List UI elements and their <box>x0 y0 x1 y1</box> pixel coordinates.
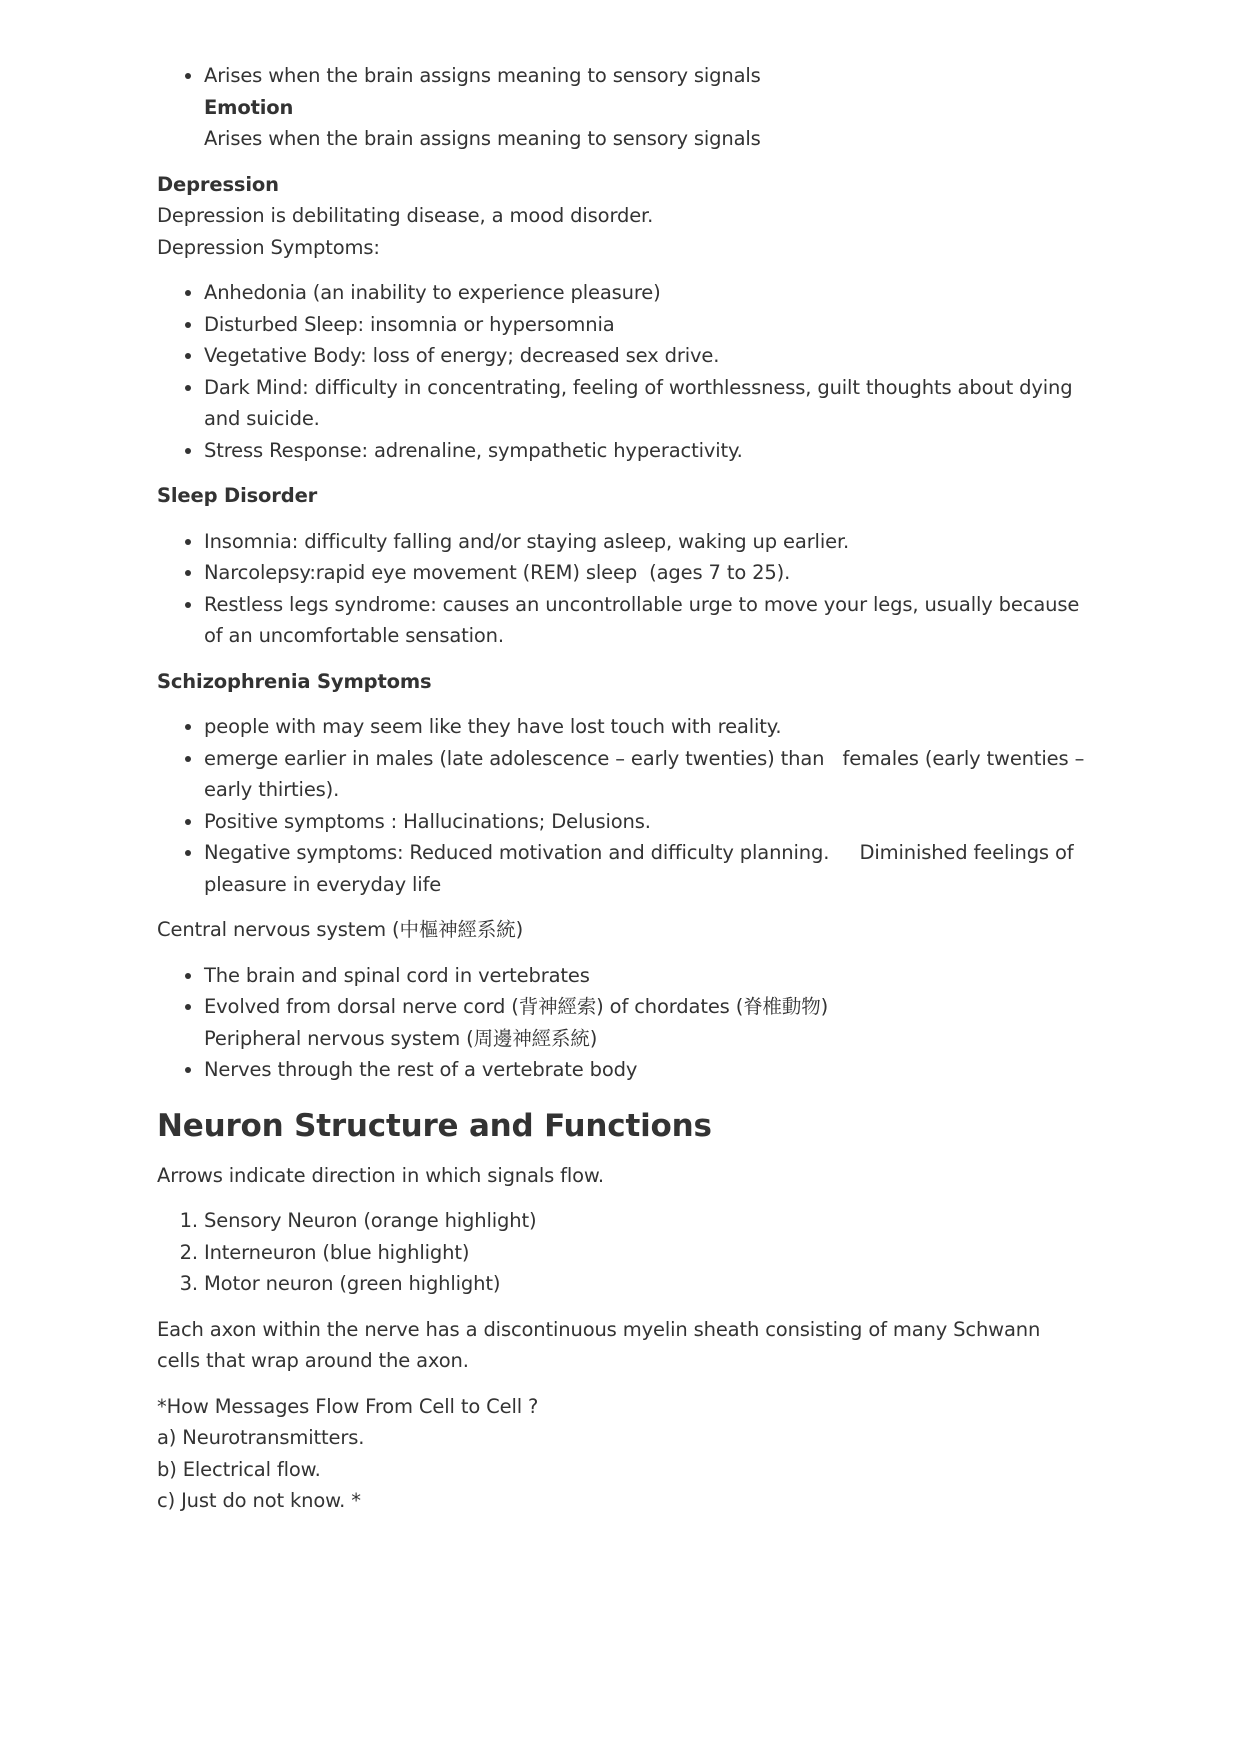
list-item: 1. Sensory Neuron (orange highlight) <box>204 1205 1087 1237</box>
list-item-text: Arises when the brain assigns meaning to sensory signals <box>204 64 761 87</box>
list-item: • Negative symptoms: Reduced motivation and difficulty planning. Diminished feelings of pleasure in everyday life <box>204 837 1087 900</box>
intro-list <box>157 60 1087 155</box>
list-item: • Vegetative Body: loss of energy; decreased sex drive. <box>204 340 1087 372</box>
neuron-section-heading: Neuron Structure and Functions <box>157 1107 712 1144</box>
answer-b: b) Electrical flow. <box>157 1457 321 1481</box>
list-item: • people with may seem like they have lost touch with reality. <box>204 711 1087 743</box>
list-item: • Insomnia: difficulty falling and/or staying asleep, waking up earlier. <box>204 526 1087 558</box>
list-item <box>204 991 1087 1054</box>
list-item-text: Nerves through the rest of a vertebrate body <box>204 1058 638 1081</box>
depression-symptoms-label: Depression Symptoms: <box>157 235 380 259</box>
axon-description: Each axon within the nerve has a discontinuous myelin sheath consisting of many Schwann cells that wrap around the axon. <box>157 1317 1041 1372</box>
list-item: 2. Interneuron (blue highlight) <box>204 1237 1087 1269</box>
pns-label: Peripheral nervous system (周邊神經系統) <box>204 1026 598 1050</box>
list-item <box>204 1054 1087 1086</box>
depression-symptoms-list <box>157 277 1087 466</box>
sleep-disorder-heading: Sleep Disorder <box>157 484 318 507</box>
neuron-types-list <box>157 1205 1087 1300</box>
schizophrenia-list <box>157 711 1091 900</box>
list-item-text: Evolved from dorsal nerve cord (背神經索) of chordates (脊椎動物) <box>204 995 829 1018</box>
answer-c: c) Just do not know. * <box>157 1489 361 1512</box>
emotion-heading: Emotion <box>204 95 294 119</box>
list-item <box>204 60 1087 155</box>
neuron-intro: Arrows indicate direction in which signals flow. <box>157 1163 604 1187</box>
emotion-text: Arises when the brain assigns meaning to sensory signals <box>204 127 761 150</box>
list-item: 3. Motor neuron (green highlight) <box>204 1268 1087 1300</box>
sleep-disorder-list <box>157 526 1087 652</box>
depression-description: Depression is debilitating disease, a mood disorder. <box>157 204 654 227</box>
list-item: • Dark Mind: difficulty in concentrating, feeling of worthlessness, guilt thoughts about dying and suicide. <box>204 372 1087 435</box>
schizophrenia-heading: Schizophrenia Symptoms <box>157 669 432 693</box>
depression-heading: Depression <box>157 172 279 196</box>
list-item: • Narcolepsy:rapid eye movement (REM) sleep (ages 7 to 25). <box>204 557 1087 589</box>
list-item: • Stress Response: adrenaline, sympathetic hyperactivity. <box>204 435 1087 467</box>
list-item: • Disturbed Sleep: insomnia or hypersomnia <box>204 309 1087 341</box>
list-item-text: The brain and spinal cord in vertebrates <box>204 963 590 987</box>
list-item: • emerge earlier in males (late adolescence – early twenties) than females (early twenties – early thirties). <box>204 743 1087 806</box>
document-page <box>157 60 1091 1517</box>
answer-a: a) Neurotransmitters. <box>157 1426 365 1449</box>
cns-label: Central nervous system (中樞神經系統) <box>157 918 524 941</box>
list-item: • Restless legs syndrome: causes an uncontrollable urge to move your legs, usually because of an uncomfortable sensation. <box>204 589 1087 652</box>
list-item: • Positive symptoms : Hallucinations; Delusions. <box>204 806 1087 838</box>
list-item <box>204 960 1087 992</box>
list-item: • Anhedonia (an inability to experience pleasure) <box>204 277 1087 309</box>
nervous-system-list <box>157 960 1087 1086</box>
question: *How Messages Flow From Cell to Cell ? <box>157 1394 539 1418</box>
